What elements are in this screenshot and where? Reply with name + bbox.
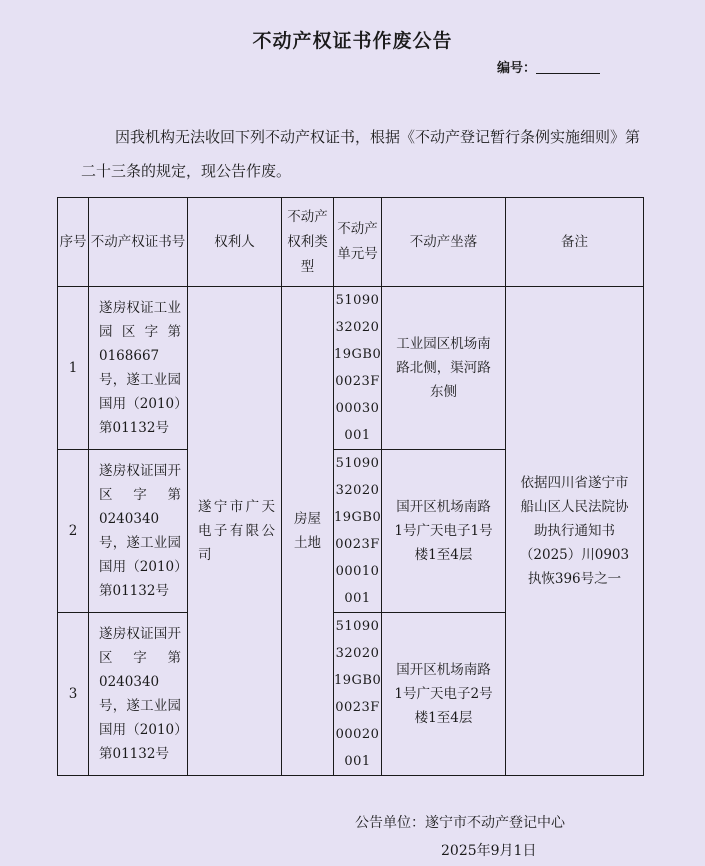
unit-no-line: 001 xyxy=(344,754,371,769)
header-cert-no: 不动产权证书号 xyxy=(89,198,188,287)
issue-date: 2025年9月1日 xyxy=(441,843,537,859)
unit-no-line: 51090 xyxy=(335,456,380,471)
unit-no-line: 51090 xyxy=(335,619,380,634)
header-holder: 权利人 xyxy=(188,198,282,287)
unit-no-line: 32020 xyxy=(335,646,380,661)
unit-no-line: 19GB0 xyxy=(334,673,382,688)
unit-no-line: 0023F xyxy=(335,374,380,389)
header-right-type: 不动产权利类型 xyxy=(282,198,334,287)
cert-no-text: 遂房权证国开区字第0240340号，遂工业园国用（2010）第01132号 xyxy=(99,626,181,762)
unit-no-line: 19GB0 xyxy=(334,347,382,362)
unit-no-line: 0023F xyxy=(335,537,380,552)
right-type-cell xyxy=(282,287,334,776)
intro-paragraph: 因我机构无法收回下列不动产权证书，根据《不动产登记暂行条例实施细则》第二十三条的规定，现公告作废。 xyxy=(81,128,641,180)
row-index: 1 xyxy=(58,287,89,450)
location-text: 工业园区机场南路北侧，渠河路东侧 xyxy=(396,336,491,400)
unit-no-line: 00010 xyxy=(335,564,380,579)
row-location xyxy=(382,450,506,613)
header-location: 不动产坐落 xyxy=(382,198,506,287)
row-cert-no xyxy=(89,613,188,776)
holder-cell xyxy=(188,287,282,776)
remark-cell xyxy=(506,287,644,776)
serial-blank-line xyxy=(536,60,600,74)
row-cert-no xyxy=(89,450,188,613)
serial-label: 编号： xyxy=(497,61,537,76)
remark-text: 依据四川省遂宁市船山区人民法院协助执行通知书（2025）川0903执恢396号之一 xyxy=(519,475,630,587)
row-location xyxy=(382,613,506,776)
unit-no-line: 00030 xyxy=(335,401,380,416)
row-cert-no xyxy=(89,287,188,450)
unit-no-line: 19GB0 xyxy=(334,510,382,525)
row-location xyxy=(382,287,506,450)
header-remark: 备注 xyxy=(506,198,644,287)
unit-no-line: 001 xyxy=(344,591,371,606)
row-index: 3 xyxy=(58,613,89,776)
row-index: 2 xyxy=(58,450,89,613)
issuing-unit: 公告单位：遂宁市不动产登记中心 xyxy=(355,815,565,831)
location-text: 国开区机场南路1号广天电子1号楼1至4层 xyxy=(394,499,493,563)
right-type-text: 房屋土地 xyxy=(294,511,321,551)
certificate-table xyxy=(57,197,644,776)
unit-no-line: 0023F xyxy=(335,700,380,715)
unit-no-line: 00020 xyxy=(335,727,380,742)
table-row xyxy=(58,287,644,450)
row-unit-no xyxy=(334,450,382,613)
serial-number xyxy=(497,57,600,76)
unit-no-line: 32020 xyxy=(335,320,380,335)
cert-no-text: 遂房权证工业园区字第0168667号，遂工业园国用（2010）第01132号 xyxy=(99,300,181,436)
unit-no-line: 001 xyxy=(344,428,371,443)
header-index: 序号 xyxy=(58,198,89,287)
row-unit-no xyxy=(334,613,382,776)
unit-no-line: 51090 xyxy=(335,293,380,308)
table-header-row xyxy=(58,198,644,287)
unit-no-line: 32020 xyxy=(335,483,380,498)
location-text: 国开区机场南路1号广天电子2号楼1至4层 xyxy=(394,662,493,726)
header-unit-no: 不动产单元号 xyxy=(334,198,382,287)
document-title: 不动产权证书作废公告 xyxy=(252,30,453,52)
holder-text: 遂宁市广天电子有限公司 xyxy=(198,499,275,563)
row-unit-no xyxy=(334,287,382,450)
cert-no-text: 遂房权证国开区字第0240340号，遂工业园国用（2010）第01132号 xyxy=(99,463,181,599)
